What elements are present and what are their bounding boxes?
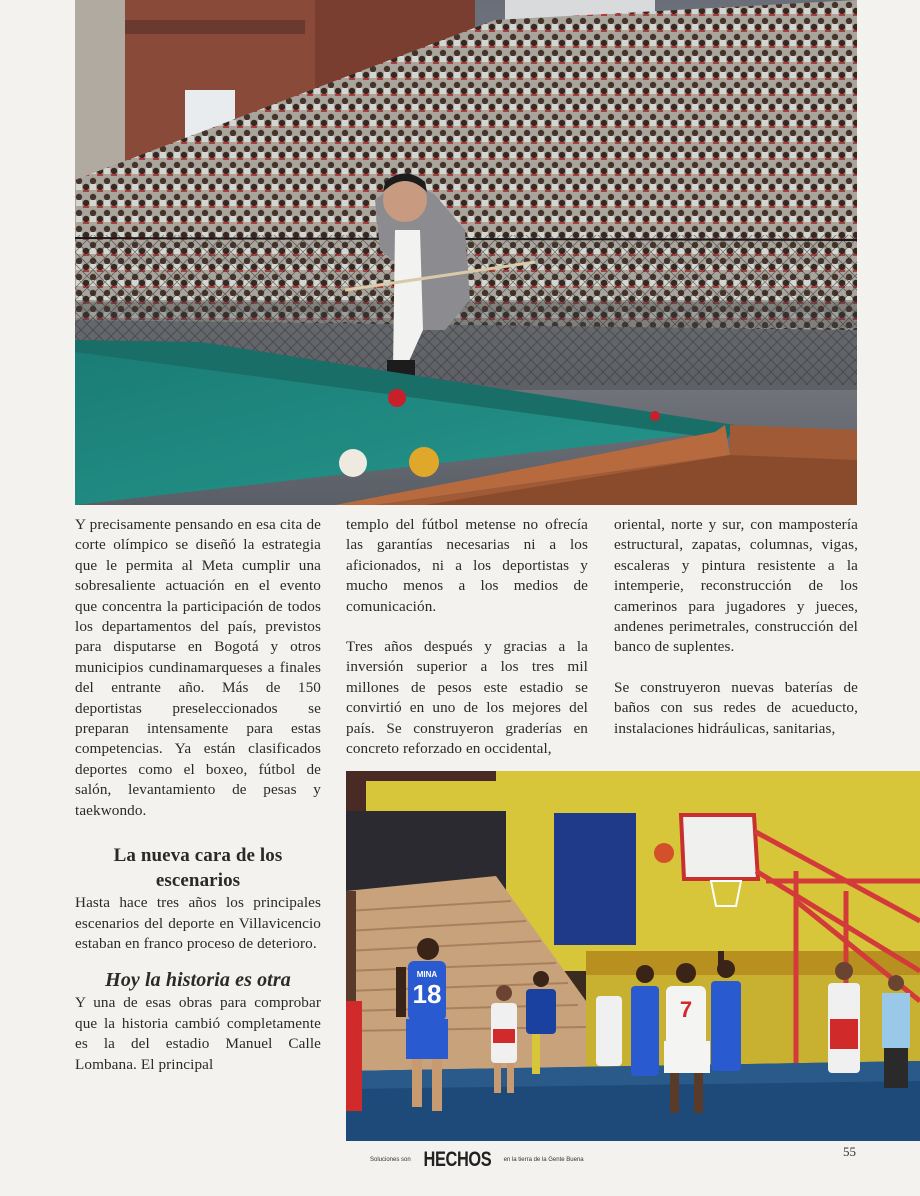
jersey-number-18: 18 (412, 979, 442, 1009)
article-paragraph: Y una de esas obras para comprobar que la historia cambió completamente es la del estadio Manuel Calle Lombana. El principal (75, 994, 321, 1073)
article-column-1 (75, 515, 321, 1075)
article-paragraph: Tres años después y gracias a la inversión superior a los tres mil millones de pesos este estadio se convirtió en uno de los mejores del país. Se construyeron graderías en concreto reforzado en occidental, (346, 638, 588, 758)
article-column-3 (614, 515, 858, 739)
billiards-photo (75, 0, 857, 505)
article-paragraph: templo del fútbol metense no ofrecía las garantías necesarias ni a los aficionados, ni a los deportistas y mucho menos a los medios de comunicación. (346, 516, 588, 615)
footer-prefix: Soluciones son (370, 1157, 411, 1163)
article-paragraph: Y precisamente pensando en esa cita de corte olímpico se diseñó la estrategia que le permita al Meta cumplir una sobresaliente actuación en el evento que concentra la participación de todos los departamentos del país, previstos para disputarse en Bogotá y otros municipios cundinamarqueses a finales del entrante año. Más de 150 deportistas preseleccionados se preparan intensamente para estas competencias. Ya están clasificados deportes como el boxeo, fútbol de salón, levantamiento de pesas y taekwondo. (75, 516, 321, 819)
basketball-photo (346, 771, 920, 1141)
article-paragraph: oriental, norte y sur, con mampostería estructural, zapatas, columnas, vigas, escaleras y pintura resistente a la intemperie, reconstrucción de los camerinos para jugadores y jueces, andenes perimetrales, construcción del banco de suplentes. (614, 516, 858, 656)
section-heading: La nueva cara de los escenarios (113, 845, 283, 892)
section-subheading: Hoy la historia es otra (105, 969, 291, 992)
article-column-2 (346, 515, 588, 759)
footer-suffix: en la tierra de la Gente Buena (503, 1157, 584, 1163)
footer-branding (370, 1146, 584, 1174)
jersey-name: MINA (416, 970, 438, 979)
page-number: 55 (843, 1144, 856, 1159)
jersey-number-7: 7 (679, 997, 693, 1022)
footer-brand-logo: HECHOS (423, 1148, 492, 1171)
article-paragraph: Hasta hace tres años los principales escenarios del deporte en Villavicencio estaban en franco proceso de deterioro. (75, 894, 321, 952)
article-paragraph: Se construyeron nuevas baterías de baños con sus redes de acueducto, instalaciones hidráulicas, sanitarias, (614, 678, 858, 737)
